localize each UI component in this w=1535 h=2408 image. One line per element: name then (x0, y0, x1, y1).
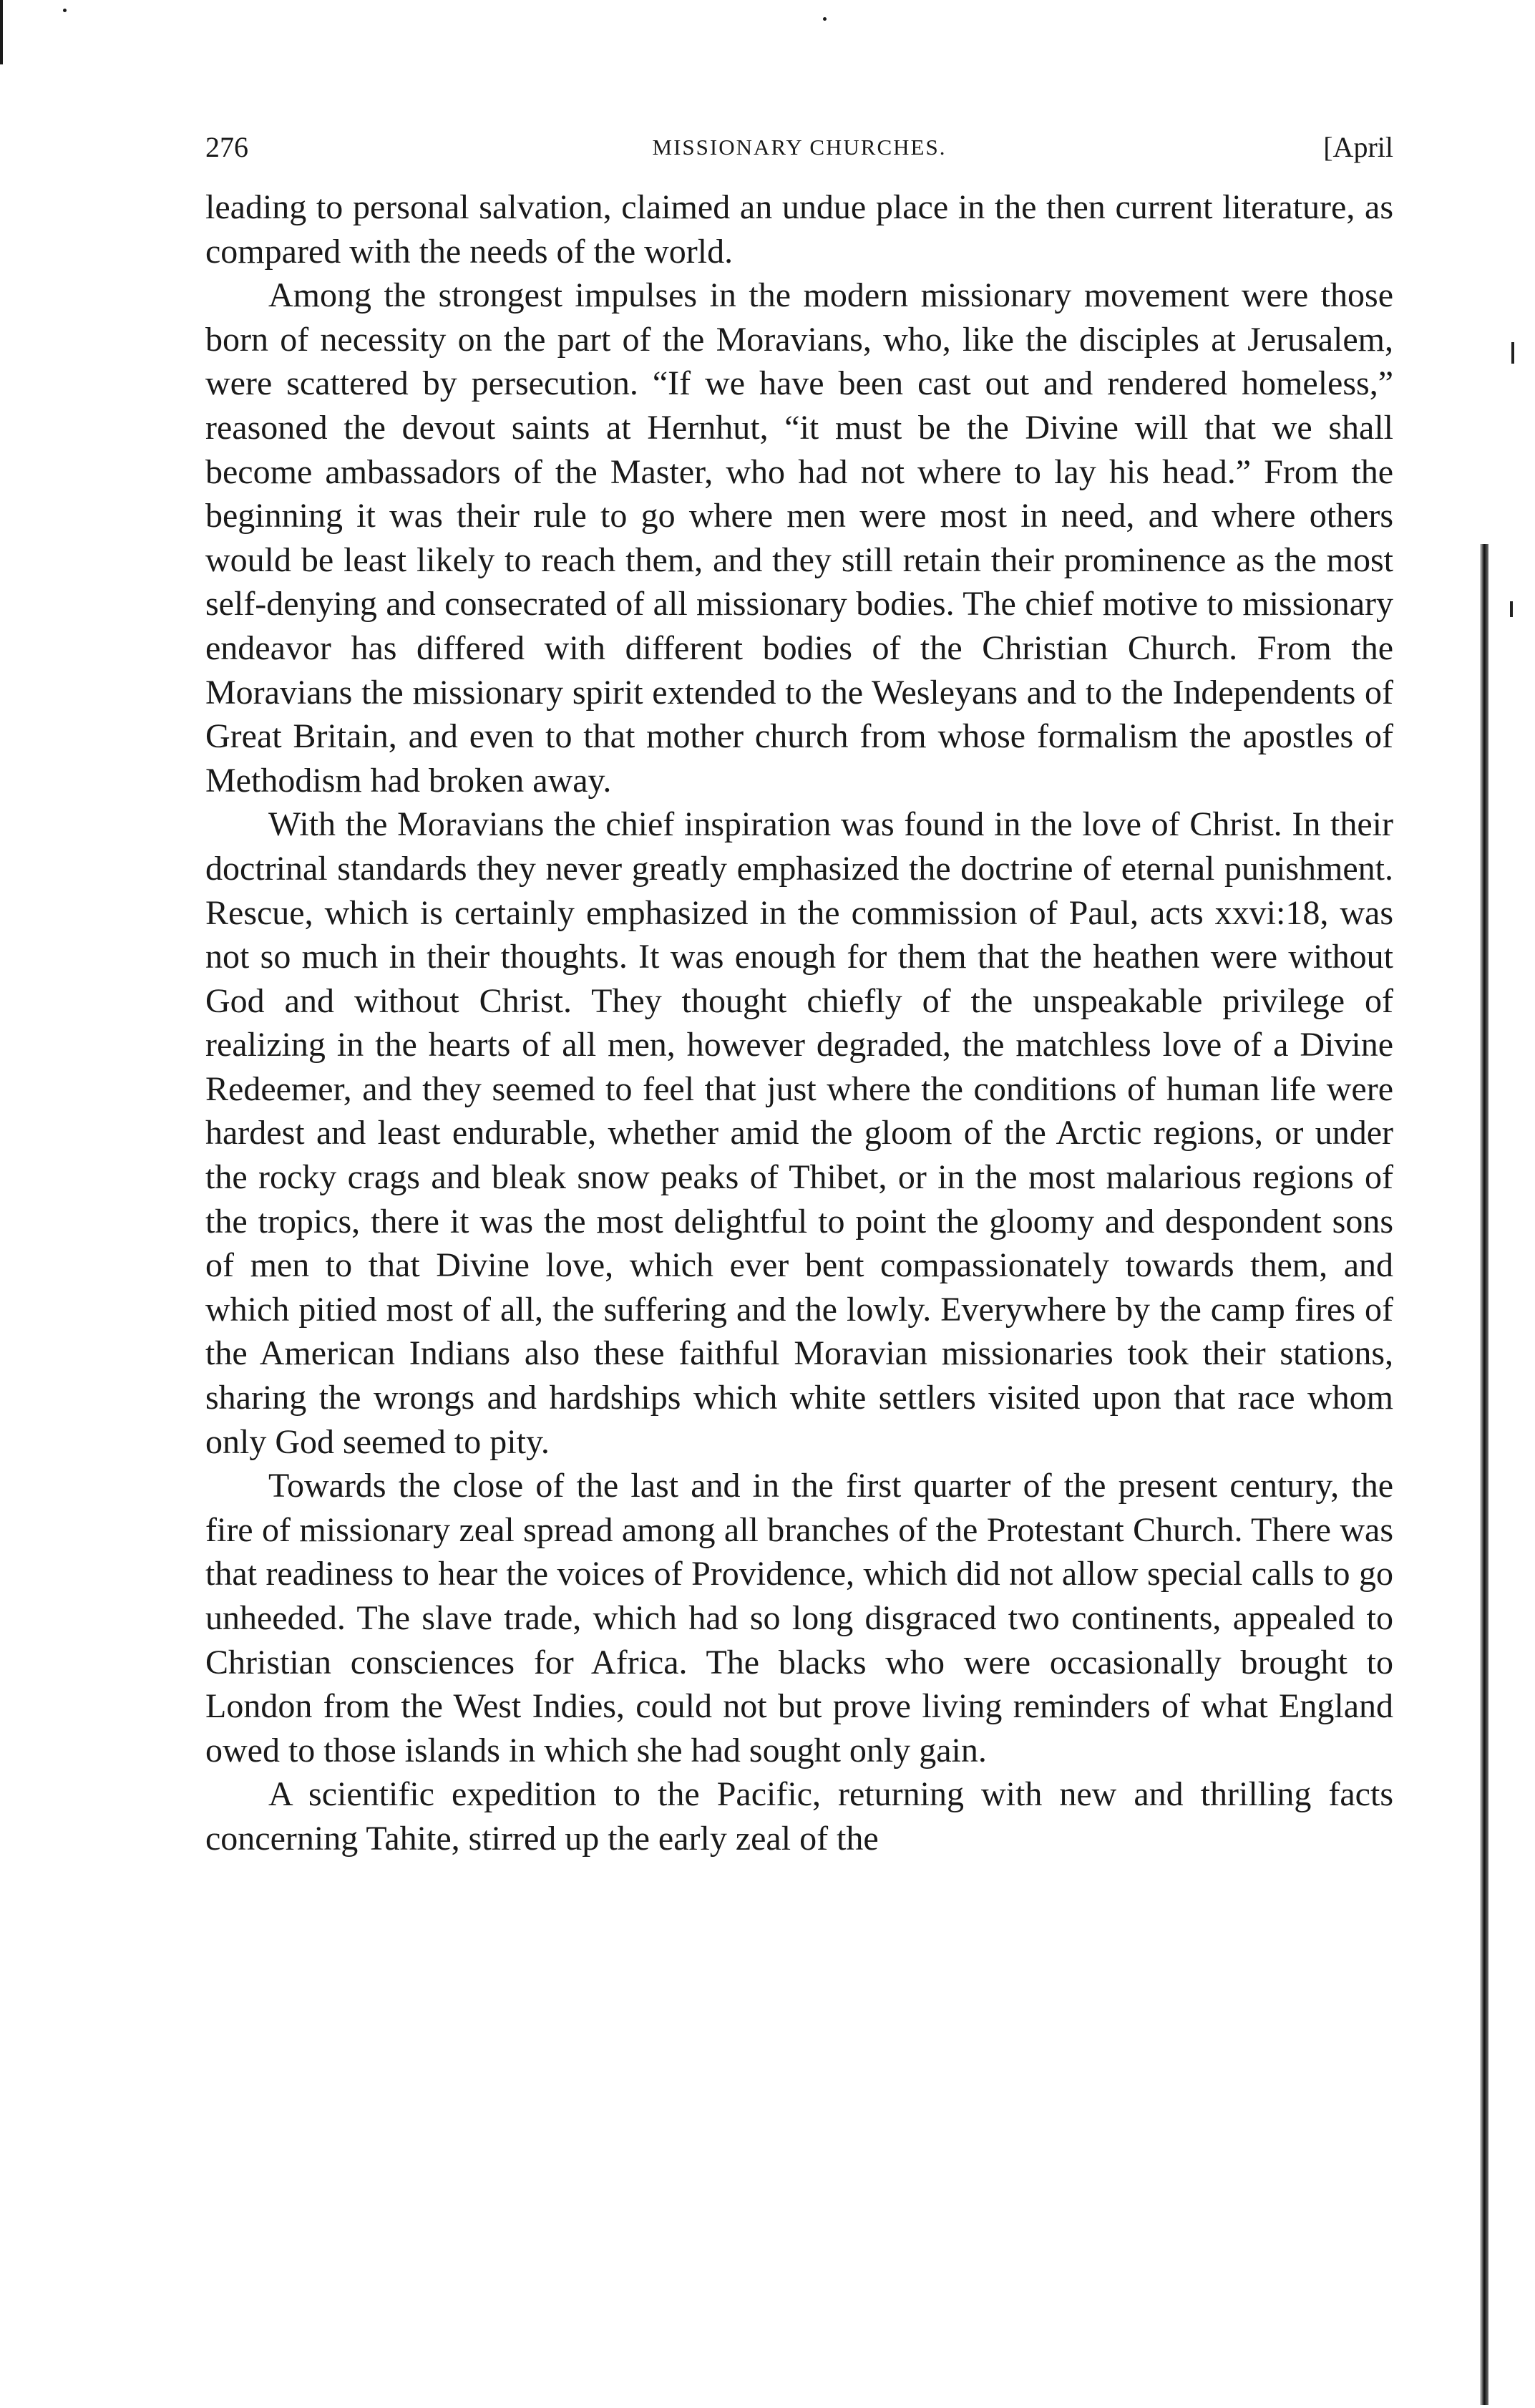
article-body (205, 185, 1393, 1861)
scan-speck (823, 17, 827, 21)
paragraph-pacific-expedition: A scientific expedition to the Pacific, returning with new and thrilling facts concerning Tahite, stirred up the early zeal of the (205, 1775, 1393, 1858)
scan-speck (63, 9, 67, 12)
paragraph-moravian-impulse: Among the strongest impulses in the modern missionary movement were those born of necessity on the part of the Moravians, who, like the disciples at Jerusalem, were scattered by persecution. “If we have been cast out and rendered homeless,” reasoned the devout saints at Hernhut, “it must be the Divine will that we shall become ambassadors of the Master, who had not where to lay his head.” From the beginning it was their rule to go where men were most in need, and where others would be least likely to reach them, and they still retain their prominence as the most self-denying and consecrated of all missionary bodies. The chief motive to missionary endeavor has differed with different bodies of the Christian Church. From the Moravians the missionary spirit extended to the Wesleyans and to the Independents of Great Britain, and even to that mother church from whose formalism the apostles of Methodism had broken away. (205, 276, 1393, 800)
running-header (205, 126, 1393, 169)
page-number: 276 (205, 131, 248, 163)
page-edge-shadow (1480, 544, 1488, 2405)
page-edge-speck (1510, 601, 1513, 617)
scan-tick-mark (0, 0, 3, 64)
paragraph-continuation: leading to personal salvation, claimed an undue place in the then current literature, as compared with the needs of the world. (205, 188, 1393, 271)
running-title: MISSIONARY CHURCHES. (652, 135, 947, 160)
paragraph-protestant-zeal: Towards the close of the last and in the first quarter of the present century, the fire of missionary zeal spread among all branches of the Protestant Church. There was that readiness to hear the voices of Providence, which did not allow special calls to go unheeded. The slave trade, which had so long disgraced two continents, appealed to Christian consciences for Africa. The blacks who were occasionally brought to London from the West Indies, could not but prove living reminders of what England owed to those islands in which she had sought only gain. (205, 1467, 1393, 1769)
running-month: [April (1323, 131, 1393, 163)
page-edge-speck (1511, 342, 1514, 364)
paragraph-love-of-christ: With the Moravians the chief inspiration was found in the love of Christ. In their doctrinal standards they never greatly emphasized the doctrine of eternal punishment. Rescue, which is certainly emphasized in the commission of Paul, acts xxvi:18, was not so much in their thoughts. It was enough for them that the heathen were without God and without Christ. They thought chiefly of the unspeakable privilege of realizing in the hearts of all men, however degraded, the matchless love of a Divine Redeemer, and they seemed to feel that just where the conditions of human life were hardest and least endurable, whether amid the gloom of the Arctic regions, or under the rocky crags and bleak snow peaks of Thibet, or in the most malarious regions of the tropics, there it was the most delightful to point the gloomy and despondent sons of men to that Divine love, which ever bent compassionately towards them, and which pitied most of all, the suffering and the lowly. Everywhere by the camp fires of the American Indians also these faithful Moravian missionaries took their stations, sharing the wrongs and hardships which white settlers visited upon that race whom only God seemed to pity. (205, 805, 1393, 1461)
